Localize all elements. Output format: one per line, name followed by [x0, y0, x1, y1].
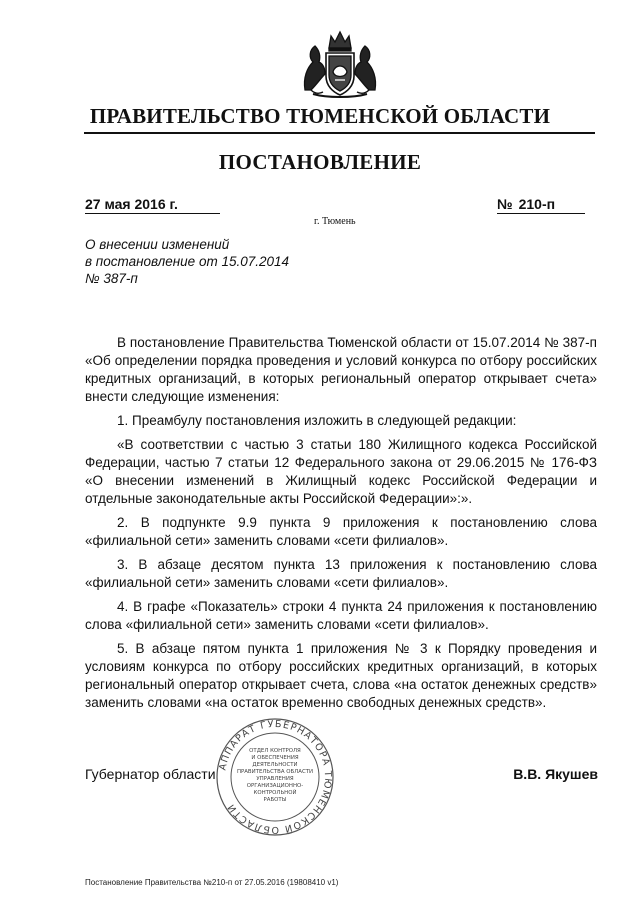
stamp-center-line: И ОБЕСПЕЧЕНИЯ — [251, 755, 299, 761]
signer-name: В.В. Якушев — [513, 766, 598, 782]
document-footer: Постановление Правительства №210-п от 27.05.2016 (19808410 v1) — [85, 878, 339, 887]
stamp-center-line: КОНТРОЛЬНОЙ — [253, 790, 297, 796]
document-number — [497, 196, 585, 214]
body-paragraph: 1. Преамбулу постановления изложить в следующей редакции: — [117, 413, 517, 428]
stamp-center-line: ОРГАНИЗАЦИОННО- — [246, 783, 304, 789]
document-date: 27 мая 2016 г. — [85, 196, 220, 214]
document-subject — [85, 236, 405, 287]
city-label: г. Тюмень — [314, 216, 356, 227]
body-paragraph: 3. В абзаце десятом пункта 13 приложения к постановлению слова «филиальной сети» заменить словами «сети филиалов». — [85, 557, 597, 590]
subject-line: О внесении изменений — [85, 237, 230, 252]
number-sign: № — [497, 196, 513, 212]
coat-of-arms-emblem — [299, 28, 381, 100]
stamp-center-line: ОТДЕЛ КОНТРОЛЯ — [249, 748, 301, 754]
document-body — [85, 334, 597, 718]
official-stamp — [214, 716, 336, 838]
document-type-title: ПОСТАНОВЛЕНИЕ — [218, 150, 422, 174]
body-paragraph: 2. В подпункте 9.9 пункта 9 приложения к постановлению слова «филиальной сети» заменить словами «сети филиалов». — [85, 515, 597, 548]
stamp-center-line: ПРАВИТЕЛЬСТВА ОБЛАСТИ — [236, 769, 314, 775]
signer-title: Губернатор области — [85, 766, 216, 782]
subject-line: № 387-п — [85, 271, 138, 286]
body-paragraph: В постановление Правительства Тюменской области от 15.07.2014 № 387-п «Об определении порядка проведения и условий конкурса по отбору российских кредитных организаций, в которых региональный оператор открывает счета» внести следующие изменения: — [85, 335, 597, 404]
number-value: 210-п — [518, 196, 556, 212]
body-paragraph: 4. В графе «Показатель» строки 4 пункта 24 приложения к постановлению слова «филиальной сети» заменить словами «сети филиалов». — [85, 599, 597, 632]
body-paragraph: 5. В абзаце пятом пункта 1 приложения № 3 к Порядку проведения и условиям конкурса по отбору российских кредитных организаций, в которых региональный оператор открывает счета, слова «на остаток денежных средств» заменить словами «на остаток временно свободных денежных средств». — [85, 641, 597, 710]
stamp-center-line: РАБОТЫ — [263, 797, 287, 803]
header-divider — [84, 132, 595, 134]
stamp-ring-textpath: АППАРАТ ГУБЕРНАТОРА ТЮМЕНСКОЙ ОБЛАСТИ — [217, 718, 334, 836]
organization-title: ПРАВИТЕЛЬСТВО ТЮМЕНСКОЙ ОБЛАСТИ — [89, 104, 551, 128]
body-paragraph: «В соответствии с частью 3 статьи 180 Жилищного кодекса Российской Федерации, частью 7 статьи 12 Федерального закона от 29.06.2015 № 176-ФЗ «О внесении изменений в Жилищный кодекс Российской Федерации и отдельные законодательные акты Российской Федерации»:». — [85, 437, 597, 506]
stamp-center-line: УПРАВЛЕНИЯ — [256, 776, 294, 782]
subject-line: в постановление от 15.07.2014 — [85, 254, 290, 269]
stamp-center-line: ДЕЯТЕЛЬНОСТИ — [252, 762, 298, 768]
